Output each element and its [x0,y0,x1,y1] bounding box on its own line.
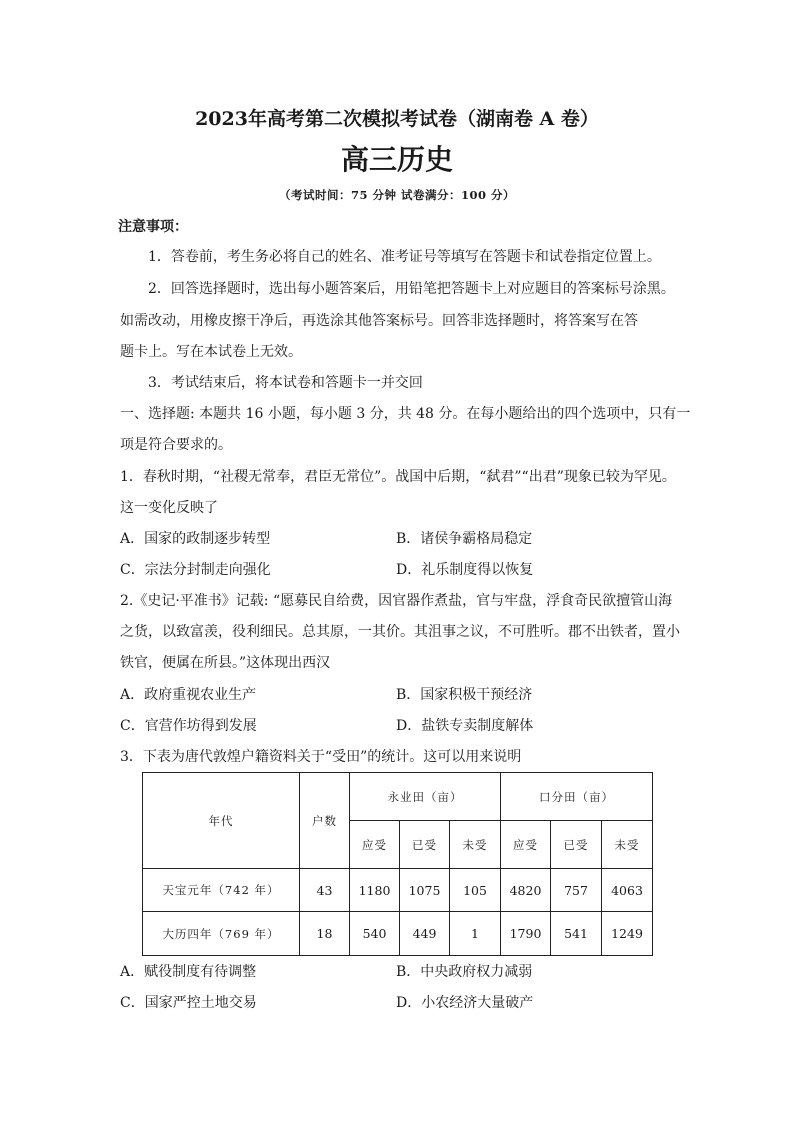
table-cell-koufen-received: 757 [551,869,602,912]
question-3-option-b: B．中央政府权力减弱 [396,964,533,980]
question-1-option-b: B．诸侯争霸格局稳定 [396,531,533,547]
table-cell-era: 大历四年（769 年） [143,912,300,956]
table-subheader-received: 已受 [400,821,450,869]
notice-item-2-line-1: 2．回答选择题时，选出每小题答案后，用铅笔把答题卡上对应题目的答案标号涂黑。 [148,281,675,297]
section-1-instructions-line-2: 项是符合要求的。 [120,437,232,453]
table-cell-yongye-not-received: 1 [450,912,501,956]
question-3-stem: 3．下表为唐代敦煌户籍资料关于“受田”的统计。这可以用来说明 [120,749,522,765]
table-cell-yongye-due: 540 [350,912,400,956]
question-1-option-d: D．礼乐制度得以恢复 [396,562,534,578]
question-2-stem-line-2: 之货，以致富羡，役利细民。总其原，一其价。其沮事之议，不可胜听。郡不出铁者，置小 [120,624,680,640]
question-3-option-a: A．赋役制度有待调整 [120,964,257,980]
table-cell-koufen-due: 4820 [501,869,551,912]
subject-title: 高三历史 [340,143,453,176]
table-header-koufen-field: 口分田（亩） [501,773,653,821]
question-2-stem-line-3: 铁官，便属在所县。”这体现出西汉 [120,655,331,671]
notice-heading: 注意事项： [118,219,188,235]
table-header-households: 户数 [300,773,350,869]
table-subheader-due: 应受 [501,821,551,869]
table-header-row [143,773,653,821]
question-2-option-c: C．官营作坊得到发展 [120,718,257,734]
question-1-option-c: C．宗法分封制走向强化 [120,562,271,578]
notice-item-2-line-2: 如需改动，用橡皮擦干净后，再选涂其他答案标号。回答非选择题时，将答案写在答 [120,313,638,329]
question-2-stem-line-1: 2.《史记·平准书》记载: “愿募民自给费，因官器作煮盐，官与牢盘，浮食奇民欲擅管山海 [120,593,673,609]
question-1-stem-line-1: 1．春秋时期，“社稷无常奉，君臣无常位”。战国中后期，“弑君”“出君”现象已较为罕见。 [120,469,676,485]
table-cell-koufen-due: 1790 [501,912,551,956]
question-1-stem-line-2: 这一变化反映了 [120,500,218,516]
table-cell-yongye-not-received: 105 [450,869,501,912]
table-row [143,912,653,956]
table-header-yongye-field: 永业田（亩） [350,773,501,821]
table-subheader-received: 已受 [551,821,602,869]
table-cell-households: 18 [300,912,350,956]
table-cell-koufen-not-received: 4063 [602,869,653,912]
notice-item-1: 1．答卷前，考生务必将自己的姓名、准考证号等填写在答题卡和试卷指定位置上。 [148,249,661,265]
table-cell-yongye-received: 1075 [400,869,450,912]
land-allocation-table [142,772,653,956]
table-cell-era: 天宝元年（742 年） [143,869,300,912]
notice-item-3: 3．考试结束后，将本试卷和答题卡一并交回 [148,375,423,391]
table-cell-koufen-received: 541 [551,912,602,956]
table-subheader-not-received: 未受 [602,821,653,869]
exam-info: （考试时间：75 分钟 试卷满分：100 分） [278,188,516,202]
table-header-era: 年代 [143,773,300,869]
question-3-option-d: D．小农经济大量破产 [396,995,534,1011]
question-3-option-c: C．国家严控土地交易 [120,995,257,1011]
table-cell-households: 43 [300,869,350,912]
question-1-option-a: A．国家的政制逐步转型 [120,531,271,547]
table-cell-yongye-due: 1180 [350,869,400,912]
section-1-instructions-line-1: 一、选择题: 本题共 16 小题，每小题 3 分，共 48 分。在每小题给出的四个选项中，只有一 [120,406,691,422]
exam-title: 2023年高考第二次模拟考试卷（湖南卷 A 卷） [195,108,599,130]
question-2-option-b: B．国家积极干预经济 [396,687,533,703]
table-subheader-not-received: 未受 [450,821,501,869]
table-row [143,869,653,912]
table-subheader-due: 应受 [350,821,400,869]
notice-item-2-line-3: 题卡上。写在本试卷上无效。 [120,344,302,360]
table-cell-yongye-received: 449 [400,912,450,956]
table-cell-koufen-not-received: 1249 [602,912,653,956]
question-2-option-a: A．政府重视农业生产 [120,687,257,703]
question-2-option-d: D．盐铁专卖制度解体 [396,718,534,734]
